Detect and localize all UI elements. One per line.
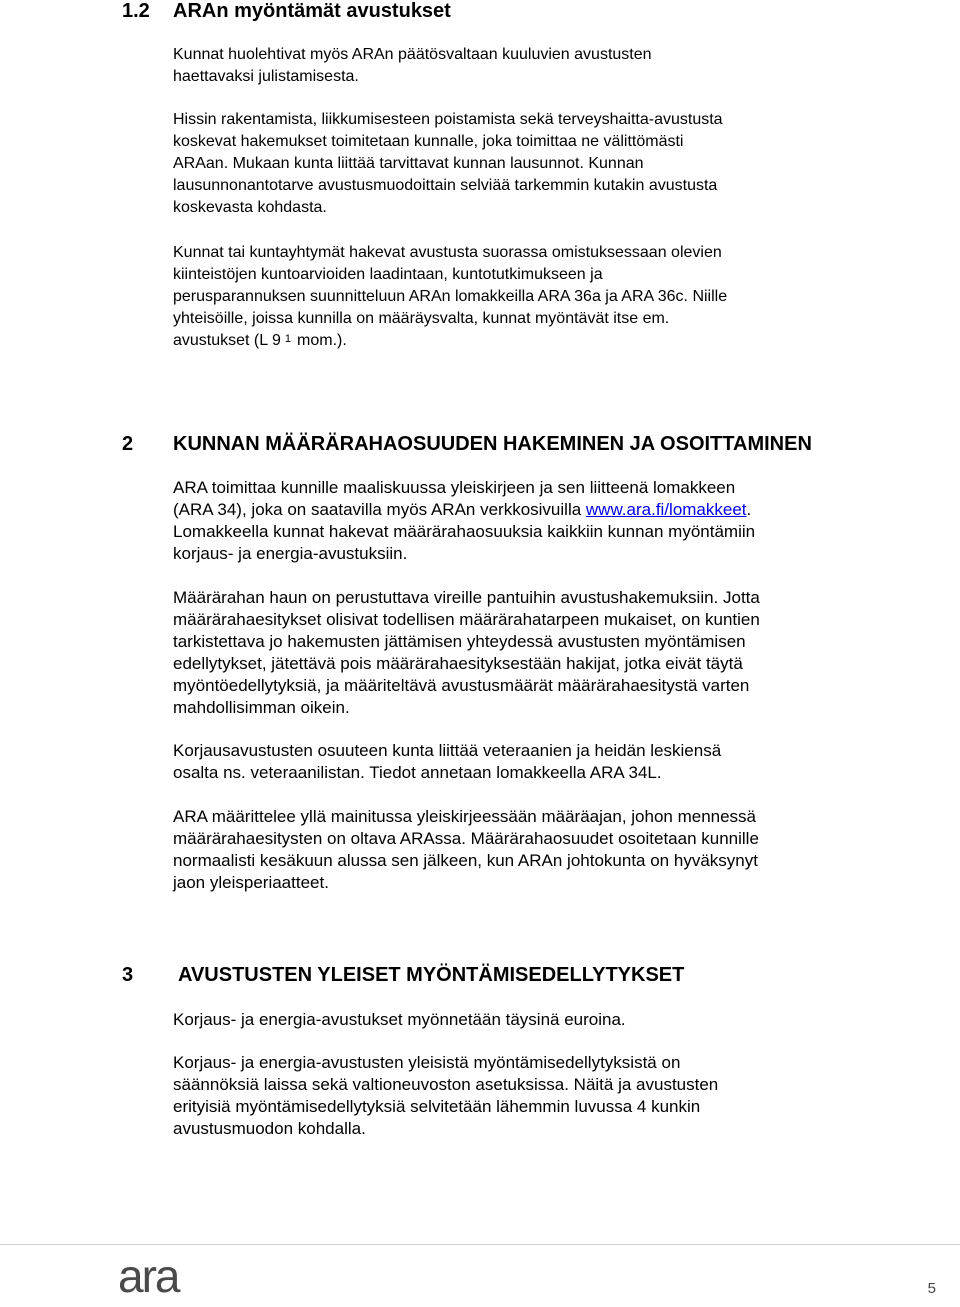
section-title: ARAn myöntämät avustukset	[173, 0, 451, 22]
text-line: Kunnat huolehtivat myös ARAn päätösvaltaan kuuluvien avustusten	[173, 46, 652, 63]
paragraph	[173, 477, 755, 565]
text-line: Määrärahan haun on perustuttava vireille pantuihin avustushakemuksiin. Jotta	[173, 588, 760, 607]
text-line: avustusmuodon kohdalla.	[173, 1119, 366, 1138]
footnote-reference[interactable]: 1	[284, 333, 292, 345]
ara-logo	[118, 1252, 190, 1304]
text-line: mahdollisimman oikein.	[173, 698, 350, 717]
section-number: 2	[122, 433, 134, 455]
text-line: koskevat hakemukset toimitetaan kunnalle, joka toimittaa ne välittömästi	[173, 133, 684, 150]
paragraph	[173, 806, 759, 894]
text-line: jaon yleisperiaatteet.	[173, 873, 329, 892]
section-3-heading	[122, 964, 822, 986]
text-line	[173, 499, 755, 521]
section-title: AVUSTUSTEN YLEISET MYÖNTÄMISEDELLYTYKSET	[178, 964, 685, 986]
paragraph	[173, 1052, 718, 1140]
text-line: erityisiä myöntämisedellytyksiä selvitetään lähemmin luvussa 4 kunkin	[173, 1097, 701, 1116]
text-line: säännöksiä laissa sekä valtioneuvoston asetuksissa. Näitä ja avustusten	[173, 1075, 719, 1094]
text-line: korjaus- ja energia-avustuksiin.	[173, 544, 408, 563]
lomakkeet-link[interactable]: www.ara.fi/lomakkeet	[585, 500, 747, 519]
paragraph	[173, 740, 721, 784]
text-line: normaalisti kesäkuun alussa sen jälkeen, kun ARAn johtokunta on hyväksynyt	[173, 851, 758, 870]
text-line: koskevasta kohdasta.	[173, 199, 327, 216]
text-line: Kunnat tai kuntayhtymät hakevat avustusta suorassa omistuksessaan olevien	[173, 244, 722, 261]
section-number: 1.2	[122, 0, 150, 22]
section-number: 3	[122, 964, 134, 986]
text-line: määrärahaesitysten on oltava ARAssa. Määrärahaosuudet osoitetaan kunnille	[173, 829, 759, 848]
text-line: ARA toimittaa kunnille maaliskuussa yleiskirjeen ja sen liitteenä lomakkeen	[173, 478, 736, 497]
text-fragment: mom.).	[297, 332, 347, 349]
paragraph	[173, 587, 760, 719]
text-fragment: .	[746, 500, 752, 519]
text-line: lausunnonantotarve avustusmuodoittain selviää tarkemmin kutakin avustusta	[173, 177, 718, 194]
section-1-2-heading	[122, 0, 482, 22]
text-line: ARAan. Mukaan kunta liittää tarvittavat kunnan lausunnot. Kunnan	[173, 155, 644, 172]
text-line: Hissin rakentamista, liikkumisesteen poistamista sekä terveyshaitta-avustusta	[173, 111, 723, 128]
text-line: haettavaksi julistamisesta.	[173, 68, 359, 85]
text-line: perusparannuksen suunnitteluun ARAn lomakkeilla ARA 36a ja ARA 36c. Niille	[173, 288, 728, 305]
footer-divider	[0, 1244, 960, 1245]
page-number: 5	[927, 1280, 936, 1297]
text-fragment: (ARA 34), joka on saatavilla myös ARAn verkkosivuilla	[173, 500, 586, 519]
text-line: Lomakkeella kunnat hakevat määrärahaosuuksia kaikkiin kunnan myöntämiin	[173, 522, 756, 541]
text-line	[173, 330, 727, 352]
paragraph	[173, 242, 727, 352]
text-line: osalta ns. veteraanilistan. Tiedot annetaan lomakkeella ARA 34L.	[173, 763, 662, 782]
text-line: Korjausavustusten osuuteen kunta liittää veteraanien ja heidän leskiensä	[173, 741, 722, 760]
paragraph	[173, 1009, 626, 1031]
text-line: Korjaus- ja energia-avustukset myönnetään täysinä euroina.	[173, 1010, 626, 1029]
text-line: määrärahaesitykset olisivat todellisen määrärahatarpeen mukaiset, on kuntien	[173, 610, 760, 629]
paragraph	[173, 109, 723, 219]
logo-text: ara	[118, 1252, 179, 1302]
text-fragment: avustukset (L 9	[173, 332, 281, 349]
text-line: kiinteistöjen kuntoarvioiden laadintaan, kuntotutkimukseen ja	[173, 266, 603, 283]
section-title: KUNNAN MÄÄRÄRAHAOSUUDEN HAKEMINEN JA OSOITTAMINEN	[173, 433, 812, 455]
text-line: ARA määrittelee yllä mainitussa yleiskirjeessään määräajan, johon mennessä	[173, 807, 757, 826]
text-line: edellytykset, jätettävä pois määrärahaesityksestään hakijat, jotka eivät täytä	[173, 654, 743, 673]
text-line: myöntöedellytyksiä, ja määriteltävä avustusmäärät määrärahaesitystä varten	[173, 676, 750, 695]
section-2-heading	[122, 433, 842, 455]
paragraph	[173, 44, 652, 88]
text-line: Korjaus- ja energia-avustusten yleisistä myöntämisedellytyksistä on	[173, 1053, 681, 1072]
text-line: yhteisöille, joissa kunnilla on määräysvalta, kunnat myöntävät itse em.	[173, 310, 670, 327]
text-line: tarkistettava jo hakemusten jättämisen yhteydessä avustusten myöntämisen	[173, 632, 746, 651]
